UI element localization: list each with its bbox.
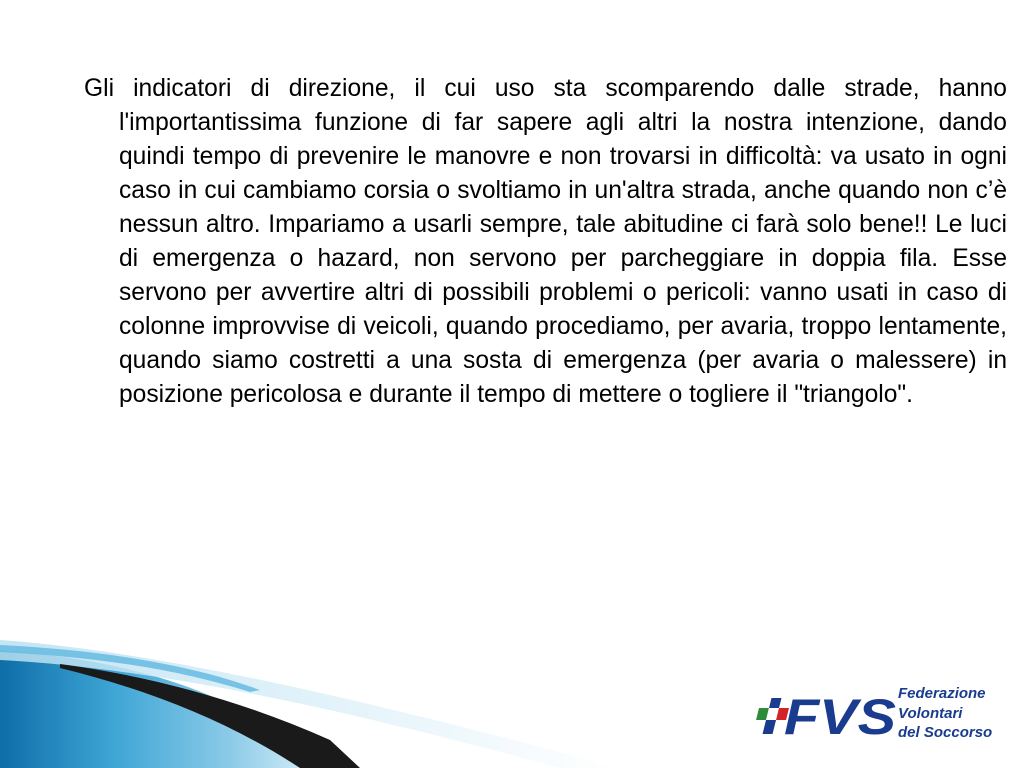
fvs-mark bbox=[746, 688, 898, 744]
logo-line-2: Volontari bbox=[898, 704, 963, 722]
fvs-logo bbox=[746, 684, 1008, 748]
logo-line-1: Federazione bbox=[898, 685, 986, 702]
paragraph-text: Gli indicatori di direzione, il cui uso sta scomparendo dalle strade, hanno l'importantissima funzione di far sapere agli altri la nostra intenzione, dando quindi tempo di prevenire le manovre e non trovarsi in difficoltà: va usato in ogni caso in cui cambiamo corsia o svoltiamo in un'altra strada, anche quando non c’è nessun altro. Impariamo a usarli sempre, tale abitudine ci farà solo bene!! Le luci di emergenza o hazard, non servono per parcheggiare in doppia fila. Esse servono per avvertire altri di possibili problemi o pericoli: vanno usati in caso di colonne improvvise di veicoli, quando procediamo, per avaria, troppo lentamente, quando siamo costretti a una sosta di emergenza (per avaria o malessere) in posizione pericolosa e durante il tempo di mettere o togliere il "triangolo". bbox=[84, 75, 1007, 408]
fvs-mark-text: FVS bbox=[784, 689, 896, 744]
logo-line-3: del Soccorso bbox=[898, 724, 993, 741]
logo-name bbox=[898, 684, 1008, 743]
body-paragraph bbox=[84, 72, 1007, 412]
